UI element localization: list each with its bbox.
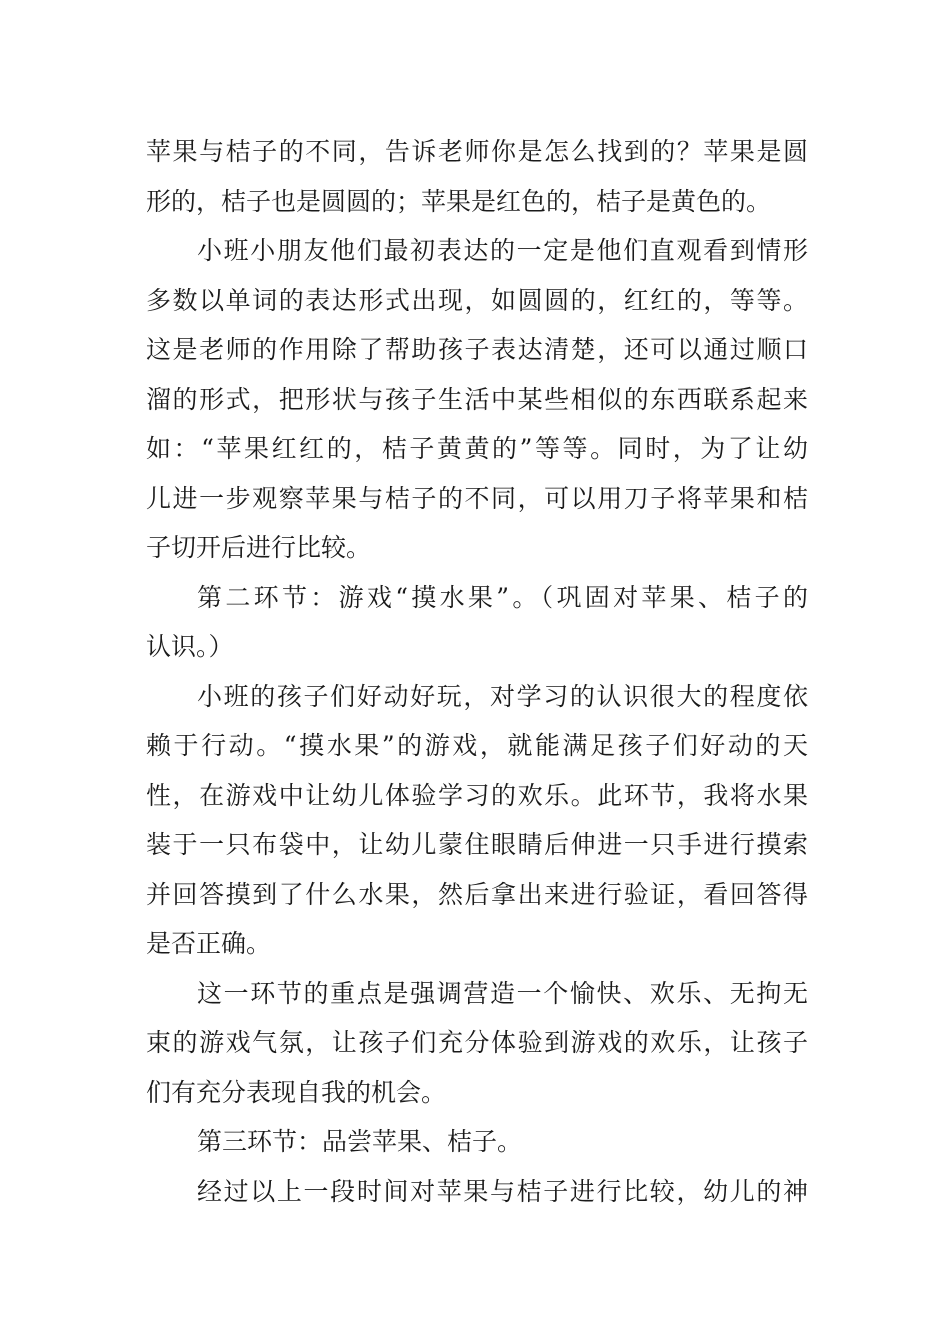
text-line: 经过以上一段时间对苹果与桔子进行比较，幼儿的神 (197, 1176, 808, 1206)
text-line: 们有充分表现自我的机会。 (146, 1077, 447, 1107)
text-line: 小班的孩子们好动好玩，对学习的认识很大的程度依 (197, 681, 808, 711)
text-line: 装于一只布袋中，让幼儿蒙住眼睛后伸进一只手进行摸索 (146, 830, 808, 859)
text-line: 子切开后进行比较。 (146, 533, 372, 562)
text-line: 这一环节的重点是强调营造一个愉快、欢乐、无拘无 (197, 978, 808, 1008)
text-line: 第三环节：品尝苹果、桔子。 (197, 1127, 523, 1156)
text-line: 是否正确。 (146, 929, 272, 958)
text-line: 如：“苹果红红的，桔子黄黄的”等等。同时，为了让幼 (146, 434, 808, 463)
text-line: 并回答摸到了什么水果，然后拿出来进行验证，看回答得 (146, 879, 808, 909)
text-line: 多数以单词的表达形式出现，如圆圆的，红红的，等等。 (146, 285, 808, 315)
text-line: 苹果与桔子的不同，告诉老师你是怎么找到的？苹果是圆 (146, 137, 808, 166)
text-line: 性，在游戏中让幼儿体验学习的欢乐。此环节，我将水果 (146, 780, 808, 810)
text-line: 形的，桔子也是圆圆的；苹果是红色的，桔子是黄色的。 (146, 186, 772, 216)
text-line: 小班小朋友他们最初表达的一定是他们直观看到情形 (197, 236, 808, 265)
text-line: 溜的形式，把形状与孩子生活中某些相似的东西联系起来 (146, 384, 808, 414)
text-line: 赖于行动。“摸水果”的游戏，就能满足孩子们好动的天 (146, 731, 808, 760)
text-line: 这是老师的作用除了帮助孩子表达清楚，还可以通过顺口 (146, 335, 808, 364)
document-body (146, 127, 808, 1216)
text-line: 束的游戏气氛，让孩子们充分体验到游戏的欢乐，让孩子 (146, 1028, 808, 1057)
text-line: 第二环节：游戏“摸水果”。（巩固对苹果、桔子的 (197, 582, 808, 612)
text-line: 儿进一步观察苹果与桔子的不同，可以用刀子将苹果和桔 (146, 483, 808, 513)
text-line: 认识。） (146, 632, 234, 661)
